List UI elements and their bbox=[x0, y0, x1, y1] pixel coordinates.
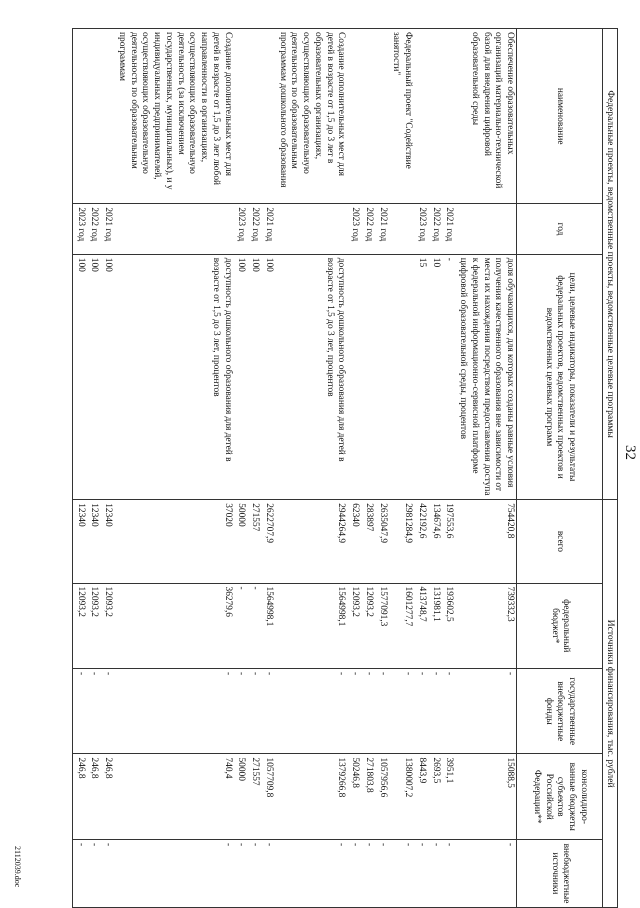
row-regional-cell: 8443,9 bbox=[414, 754, 428, 839]
table-row bbox=[414, 29, 428, 908]
row-goal-cell: - bbox=[442, 254, 456, 499]
row-goal-cell: 100 bbox=[247, 254, 261, 499]
row-year-cell: 2023 год bbox=[72, 204, 86, 254]
table-row bbox=[261, 29, 275, 908]
row-offbudget-cell: - bbox=[275, 839, 348, 907]
row-funds-cell: - bbox=[72, 669, 86, 754]
row-federal-cell: 1564998,1 bbox=[275, 583, 348, 668]
table-row bbox=[347, 29, 361, 908]
row-offbudget-cell: - bbox=[414, 839, 428, 907]
offbudget-funds-column-header: государственные внебюджетные фонды bbox=[517, 669, 603, 754]
row-federal-cell: 413748,7 bbox=[414, 583, 428, 668]
row-total-cell: 2981284,9 bbox=[389, 500, 415, 583]
table-row bbox=[455, 29, 516, 908]
row-total-cell: 283897 bbox=[361, 500, 375, 583]
row-funds-cell: - bbox=[100, 669, 114, 754]
row-year-cell bbox=[114, 204, 234, 254]
row-year-cell: 2023 год bbox=[414, 204, 428, 254]
row-funds-cell: - bbox=[347, 669, 361, 754]
page-number: 32 bbox=[622, 445, 638, 460]
row-offbudget-cell: - bbox=[234, 839, 248, 907]
row-funds-cell: - bbox=[375, 669, 389, 754]
row-year-cell: 2023 год bbox=[347, 204, 361, 254]
row-federal-cell: 12093,2 bbox=[72, 583, 86, 668]
row-federal-cell: 12093,2 bbox=[347, 583, 361, 668]
row-offbudget-cell: - bbox=[428, 839, 442, 907]
row-year-cell: 2021 год bbox=[442, 204, 456, 254]
group-title-header: Федеральные проекты, ведомственные проекты, ведомственные целевые программы bbox=[603, 29, 618, 500]
row-funds-cell: - bbox=[261, 669, 275, 754]
row-year-cell bbox=[389, 204, 415, 254]
table-row bbox=[361, 29, 375, 908]
row-goal-cell: 100 bbox=[261, 254, 275, 499]
row-total-cell: 2622707,9 bbox=[261, 500, 275, 583]
row-federal-cell: 1577091,3 bbox=[375, 583, 389, 668]
row-goal-cell: 15 bbox=[414, 254, 428, 499]
row-goal-cell bbox=[389, 254, 415, 499]
row-year-cell: 2022 год bbox=[361, 204, 375, 254]
row-year-cell: 2022 год bbox=[247, 204, 261, 254]
table-row bbox=[87, 29, 101, 908]
row-year-cell: 2021 год bbox=[100, 204, 114, 254]
row-name-cell: Создание дополнительных мест для детей в возрасте от 1,5 до 3 лет в образовательных организациях, осуществляющих образовательную деятельность по образовательным программам дошкольного образования bbox=[275, 29, 348, 204]
table-row bbox=[114, 29, 234, 908]
row-total-cell: 2944264,9 bbox=[275, 500, 348, 583]
row-offbudget-cell: - bbox=[375, 839, 389, 907]
row-year-cell: 2021 год bbox=[375, 204, 389, 254]
row-name-cell bbox=[347, 29, 361, 204]
row-regional-cell: 3951,1 bbox=[442, 754, 456, 839]
row-name-cell bbox=[414, 29, 428, 204]
row-federal-cell: 131981,1 bbox=[428, 583, 442, 668]
row-offbudget-cell: - bbox=[455, 839, 516, 907]
row-regional-cell: 15088,5 bbox=[455, 754, 516, 839]
row-funds-cell: - bbox=[428, 669, 442, 754]
row-goal-cell bbox=[347, 254, 361, 499]
row-goal-cell: 100 bbox=[72, 254, 86, 499]
row-year-cell: 2021 год bbox=[261, 204, 275, 254]
row-year-cell: 2022 год bbox=[428, 204, 442, 254]
row-name-cell: Федеральный проект "Содействие занятости" bbox=[389, 29, 415, 204]
table-row bbox=[275, 29, 348, 908]
table-row bbox=[428, 29, 442, 908]
row-offbudget-cell: - bbox=[100, 839, 114, 907]
row-name-cell: Создание дополнительных мест для детей в возрасте от 1,5 до 3 лет любой направленности в организациях, осуществляющих образовательную деятельность (за исключением государственных, муниципальных), и у индивидуальных предпринимателей, осуществляющих образовательную деятельность по образовательным программам bbox=[114, 29, 234, 204]
table-row bbox=[375, 29, 389, 908]
row-regional-cell: 740,4 bbox=[114, 754, 234, 839]
row-name-cell bbox=[361, 29, 375, 204]
row-total-cell: 62340 bbox=[347, 500, 361, 583]
row-regional-cell: 50000 bbox=[234, 754, 248, 839]
row-regional-cell: 246,8 bbox=[87, 754, 101, 839]
row-goal-cell: 100 bbox=[87, 254, 101, 499]
row-total-cell: 50000 bbox=[234, 500, 248, 583]
row-offbudget-cell: - bbox=[114, 839, 234, 907]
row-goal-cell: доступность дошкольного образования для детей в возрасте от 1,5 до 3 лет, процентов bbox=[114, 254, 234, 499]
row-federal-cell: 12093,2 bbox=[361, 583, 375, 668]
row-federal-cell: 1564998,1 bbox=[261, 583, 275, 668]
row-funds-cell: - bbox=[442, 669, 456, 754]
row-regional-cell: 271803,8 bbox=[361, 754, 375, 839]
year-column-header: год bbox=[517, 204, 603, 254]
row-total-cell: 2635047,9 bbox=[375, 500, 389, 583]
row-name-cell bbox=[375, 29, 389, 204]
table-body bbox=[72, 29, 516, 908]
row-goal-cell: доступность дошкольного образования для детей в возрасте от 1,5 до 3 лет, процентов bbox=[275, 254, 348, 499]
row-regional-cell: 246,8 bbox=[72, 754, 86, 839]
row-name-cell bbox=[261, 29, 275, 204]
row-year-cell bbox=[455, 204, 516, 254]
row-funds-cell: - bbox=[275, 669, 348, 754]
row-regional-cell: 1379266,8 bbox=[275, 754, 348, 839]
row-offbudget-cell: - bbox=[361, 839, 375, 907]
row-funds-cell: - bbox=[414, 669, 428, 754]
row-federal-cell: 193602,5 bbox=[442, 583, 456, 668]
row-name-cell bbox=[234, 29, 248, 204]
row-total-cell: 754420,8 bbox=[455, 500, 516, 583]
total-column-header: всего bbox=[517, 500, 603, 583]
row-name-cell bbox=[100, 29, 114, 204]
row-federal-cell: 1601277,7 bbox=[389, 583, 415, 668]
row-total-cell: 12340 bbox=[72, 500, 86, 583]
row-offbudget-cell: - bbox=[87, 839, 101, 907]
table-row bbox=[389, 29, 415, 908]
row-goal-cell: 100 bbox=[234, 254, 248, 499]
row-regional-cell: 1057709,8 bbox=[261, 754, 275, 839]
row-name-cell bbox=[428, 29, 442, 204]
table-row bbox=[234, 29, 248, 908]
goals-column-header: цели, целевые индикаторы, показатели и результаты федеральных проектов, ведомственных проектов и ведомственных целевых программ bbox=[517, 254, 603, 499]
row-funds-cell: - bbox=[234, 669, 248, 754]
row-year-cell: 2022 год bbox=[87, 204, 101, 254]
row-regional-cell: 2693,5 bbox=[428, 754, 442, 839]
row-year-cell: 2023 год bbox=[234, 204, 248, 254]
row-goal-cell: 10 bbox=[428, 254, 442, 499]
row-offbudget-cell: - bbox=[72, 839, 86, 907]
row-total-cell: 197553,6 bbox=[442, 500, 456, 583]
footer-file-code: 2112039.doc bbox=[13, 846, 22, 888]
row-name-cell: Обеспечение образовательных организаций материально-технической базой для внедрения цифровой образовательной среды bbox=[455, 29, 516, 204]
row-regional-cell: 271557 bbox=[247, 754, 261, 839]
row-total-cell: 134674,6 bbox=[428, 500, 442, 583]
row-funds-cell: - bbox=[87, 669, 101, 754]
row-offbudget-cell: - bbox=[442, 839, 456, 907]
row-total-cell: 37020 bbox=[114, 500, 234, 583]
row-funds-cell: - bbox=[455, 669, 516, 754]
row-offbudget-cell: - bbox=[347, 839, 361, 907]
row-name-cell bbox=[87, 29, 101, 204]
table-row bbox=[442, 29, 456, 908]
row-offbudget-cell: - bbox=[261, 839, 275, 907]
row-goal-cell bbox=[375, 254, 389, 499]
row-name-cell bbox=[72, 29, 86, 204]
row-federal-cell: - bbox=[247, 583, 261, 668]
row-goal-cell: 100 bbox=[100, 254, 114, 499]
row-total-cell: 422192,6 bbox=[414, 500, 428, 583]
row-regional-cell: 246,8 bbox=[100, 754, 114, 839]
row-federal-cell: 36279,6 bbox=[114, 583, 234, 668]
row-goal-cell bbox=[361, 254, 375, 499]
row-funds-cell: - bbox=[361, 669, 375, 754]
row-regional-cell: 50246,8 bbox=[347, 754, 361, 839]
row-federal-cell: - bbox=[234, 583, 248, 668]
federal-budget-column-header: федеральный бюджет* bbox=[517, 583, 603, 668]
regional-budget-column-header: консолидированные бюджеты субъектов Российской Федерации** bbox=[517, 754, 603, 839]
row-federal-cell: 739332,3 bbox=[455, 583, 516, 668]
table-row bbox=[72, 29, 86, 908]
row-total-cell: 12340 bbox=[87, 500, 101, 583]
row-funds-cell: - bbox=[114, 669, 234, 754]
table-row bbox=[100, 29, 114, 908]
name-column-header: наименование bbox=[517, 29, 603, 204]
row-regional-cell: 1057956,6 bbox=[375, 754, 389, 839]
row-year-cell bbox=[275, 204, 348, 254]
row-federal-cell: 12093,2 bbox=[100, 583, 114, 668]
row-offbudget-cell: - bbox=[389, 839, 415, 907]
row-offbudget-cell: - bbox=[247, 839, 261, 907]
financing-table bbox=[72, 28, 618, 908]
row-funds-cell: - bbox=[247, 669, 261, 754]
row-federal-cell: 12093,2 bbox=[87, 583, 101, 668]
row-funds-cell: - bbox=[389, 669, 415, 754]
row-name-cell bbox=[442, 29, 456, 204]
row-goal-cell: доля обучающихся, для которых созданы равные условия получения качественного образования вне зависимости от места их нахождения посредством предоставления доступа к федеральной информационно-сервисной платформе цифровой образовательной среды, процентов bbox=[455, 254, 516, 499]
table-row bbox=[247, 29, 261, 908]
sources-title-header: Источники финансирования, тыс. рублей bbox=[603, 500, 618, 908]
offbudget-sources-column-header: внебюджетные источники bbox=[517, 839, 603, 907]
row-total-cell: 271557 bbox=[247, 500, 261, 583]
row-regional-cell: 1380007,2 bbox=[389, 754, 415, 839]
row-name-cell bbox=[247, 29, 261, 204]
row-total-cell: 12340 bbox=[100, 500, 114, 583]
